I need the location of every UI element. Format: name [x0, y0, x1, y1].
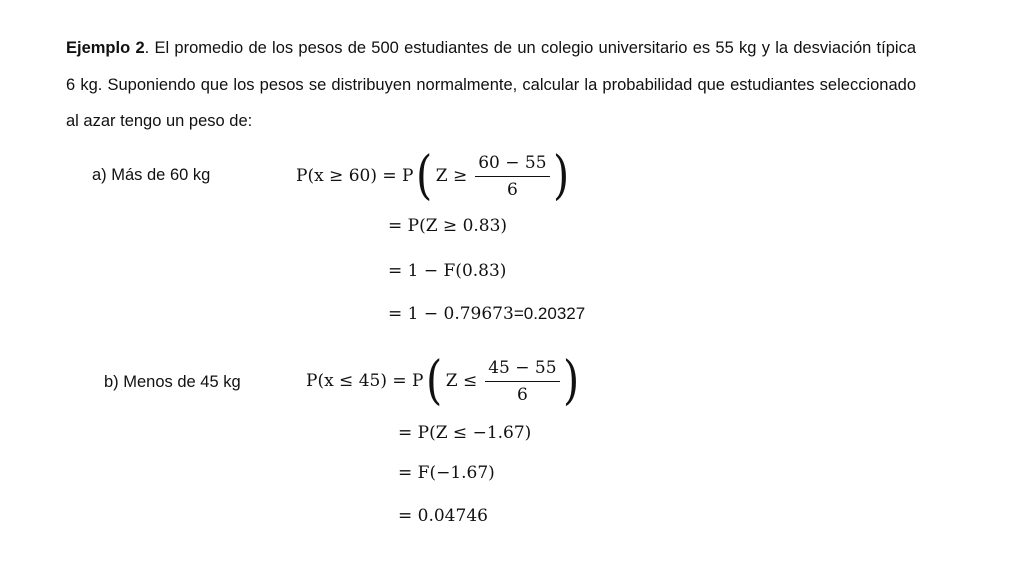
part-a-step-3: [388, 304, 585, 324]
part-a-step-1: = P(Z ≥ 0.83): [388, 216, 508, 236]
part-b-step-2: = F(−1.67): [398, 463, 495, 483]
part-a-equation: [296, 147, 572, 205]
part-a-lhs: P(x ≥ 60) = P: [296, 166, 414, 186]
part-b-z-relation: Z ≤: [445, 371, 478, 391]
part-b-numerator: 45 − 55: [485, 358, 559, 382]
part-b-lhs: P(x ≤ 45) = P: [306, 371, 424, 391]
left-paren: (: [426, 351, 443, 411]
part-b-label: b) Menos de 45 kg: [104, 373, 241, 391]
part-b-step-3: = 0.04746: [398, 506, 488, 526]
part-a-step-3-math: = 1 − 0.79673: [388, 304, 514, 324]
part-a-fraction: [475, 153, 549, 200]
example-title: Ejemplo 2: [66, 39, 145, 57]
part-b-equation: [306, 352, 582, 410]
right-paren: ): [562, 351, 579, 411]
part-a-label: a) Más de 60 kg: [92, 166, 211, 184]
part-a-result: =0.20327: [513, 304, 586, 323]
right-paren: ): [552, 146, 569, 206]
problem-statement: [66, 30, 916, 140]
part-a-numerator: 60 − 55: [475, 153, 549, 177]
part-a-denominator: 6: [506, 179, 518, 200]
part-b-step-1: = P(Z ≤ −1.67): [398, 423, 532, 443]
part-a-z-relation: Z ≥: [435, 166, 468, 186]
problem-text: . El promedio de los pesos de 500 estudiantes de un colegio universitario es 55 kg y la desviación típica 6 kg. Suponiendo que los pesos se distribuyen normalmente, calcular la probabilidad que estudiantes seleccionado al azar tengo un peso de:: [66, 39, 916, 130]
part-b-fraction: [485, 358, 559, 405]
left-paren: (: [416, 146, 433, 206]
part-a-step-2: = 1 − F(0.83): [388, 261, 507, 281]
part-b-denominator: 6: [516, 384, 528, 405]
